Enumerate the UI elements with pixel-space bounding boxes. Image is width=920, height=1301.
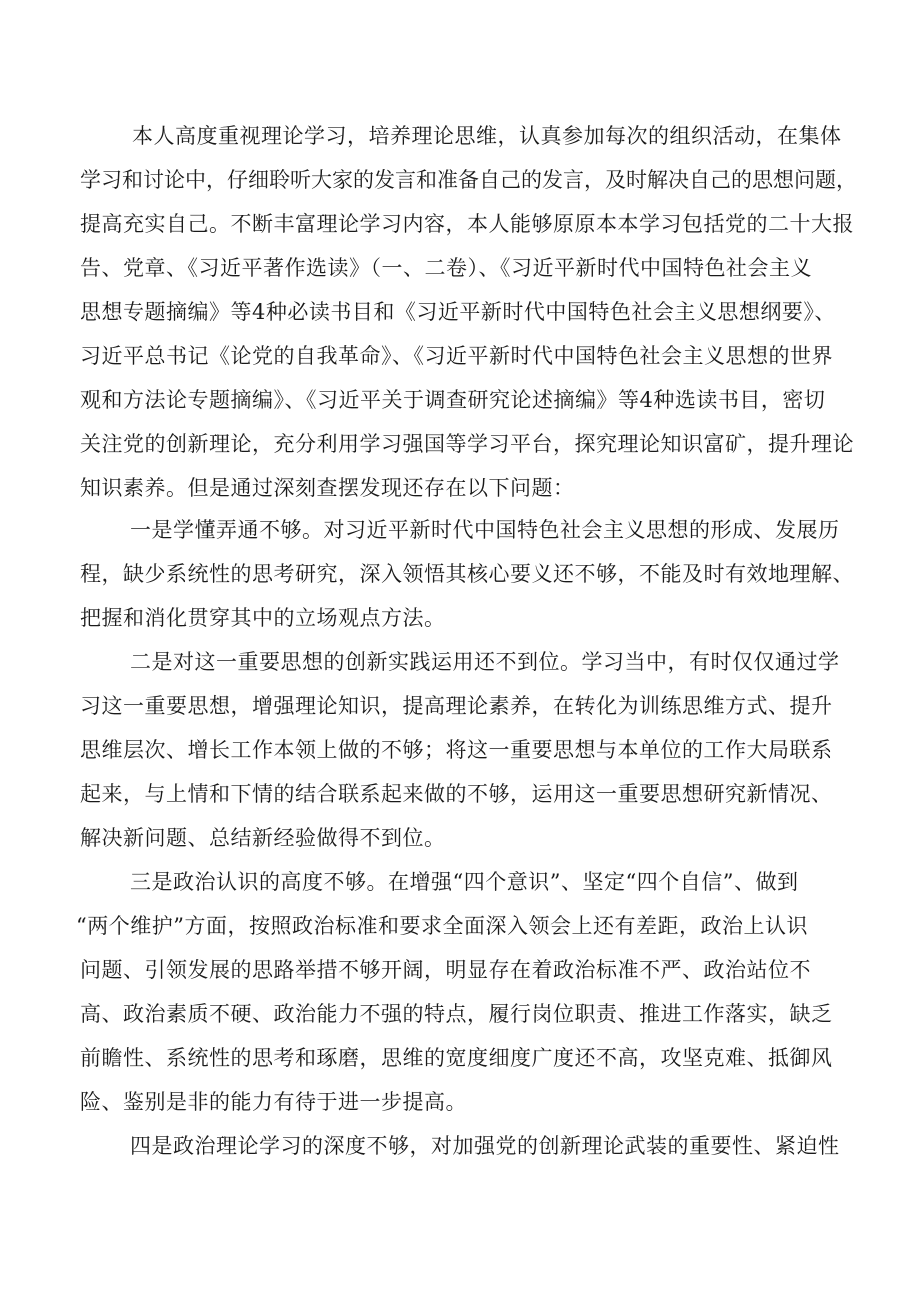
paragraph-1-line-4: 告、党章、《习近平著作选读》（一、二卷）、《习近平新时代中国特色社会主义 <box>80 256 812 280</box>
paragraph-4-line-2: “两个维护”方面，按照政治标准和要求全面深入领会上还有差距，政治上认识 <box>76 914 808 938</box>
paragraph-1-line-6: 习近平总书记《论党的自我革命》、《习近平新时代中国特色社会主义思想的世界 <box>80 344 833 368</box>
paragraph-5-line-1: 四是政治理论学习的深度不够，对加强党的创新理论武装的重要性、紧迫性 <box>130 1134 840 1158</box>
paragraph-1-line-8: 关注党的创新理论，充分利用学习强国等学习平台，探究理论知识富矿，提升理论 <box>80 432 854 456</box>
paragraph-4-line-3: 问题、引领发展的思路举措不够开阔，明显存在着政治标准不严、政治站位不 <box>80 958 811 982</box>
paragraph-4-line-6: 险、鉴别是非的能力有待于进一步提高。 <box>80 1090 467 1114</box>
paragraph-1-line-9: 知识素养。但是通过深刻查摆发现还存在以下问题： <box>80 476 575 500</box>
paragraph-4-line-1: 三是政治认识的高度不够。在增强“四个意识”、坚定“四个自信”、做到 <box>130 870 799 894</box>
paragraph-1-line-2: 学习和讨论中，仔细聆听大家的发言和准备自己的发言，及时解决自己的思想问题， <box>80 168 857 192</box>
paragraph-3-line-4: 起来，与上情和下情的结合联系起来做的不够，运用这一重要思想研究新情况、 <box>80 782 833 806</box>
paragraph-1-line-1: 本人高度重视理论学习，培养理论思维，认真参加每次的组织活动，在集体 <box>132 124 842 148</box>
paragraph-4-line-5: 前瞻性、系统性的思考和琢磨，思维的宽度细度广度还不高，攻坚克难、抵御风 <box>80 1046 833 1070</box>
paragraph-2-line-1: 一是学懂弄通不够。对习近平新时代中国特色社会主义思想的形成、发展历 <box>130 518 840 542</box>
paragraph-3-line-3: 思维层次、增长工作本领上做的不够；将这一重要思想与本单位的工作大局联系 <box>80 738 833 762</box>
paragraph-2-line-2: 程，缺少系统性的思考研究，深入领悟其核心要义还不够，不能及时有效地理解、 <box>80 562 854 586</box>
paragraph-1-line-3: 提高充实自己。不断丰富理论学习内容，本人能够原原本本学习包括党的二十大报 <box>80 212 854 236</box>
paragraph-1-line-5: 思想专题摘编》等4种必读书目和《习近平新时代中国特色社会主义思想纲要》、 <box>80 300 836 324</box>
paragraph-4-line-4: 高、政治素质不硬、政治能力不强的特点，履行岗位职责、推进工作落实，缺乏 <box>80 1002 833 1026</box>
paragraph-3-line-1: 二是对这一重要思想的创新实践运用还不到位。学习当中，有时仅仅通过学 <box>130 650 840 674</box>
paragraph-3-line-2: 习这一重要思想，增强理论知识，提高理论素养，在转化为训练思维方式、提升 <box>80 694 833 718</box>
paragraph-3-line-5: 解决新问题、总结新经验做得不到位。 <box>80 826 446 850</box>
paragraph-2-line-3: 把握和消化贯穿其中的立场观点方法。 <box>80 606 446 630</box>
paragraph-1-line-7: 观和方法论专题摘编》、《习近平关于调查研究论述摘编》等4种选读书目，密切 <box>80 388 826 412</box>
